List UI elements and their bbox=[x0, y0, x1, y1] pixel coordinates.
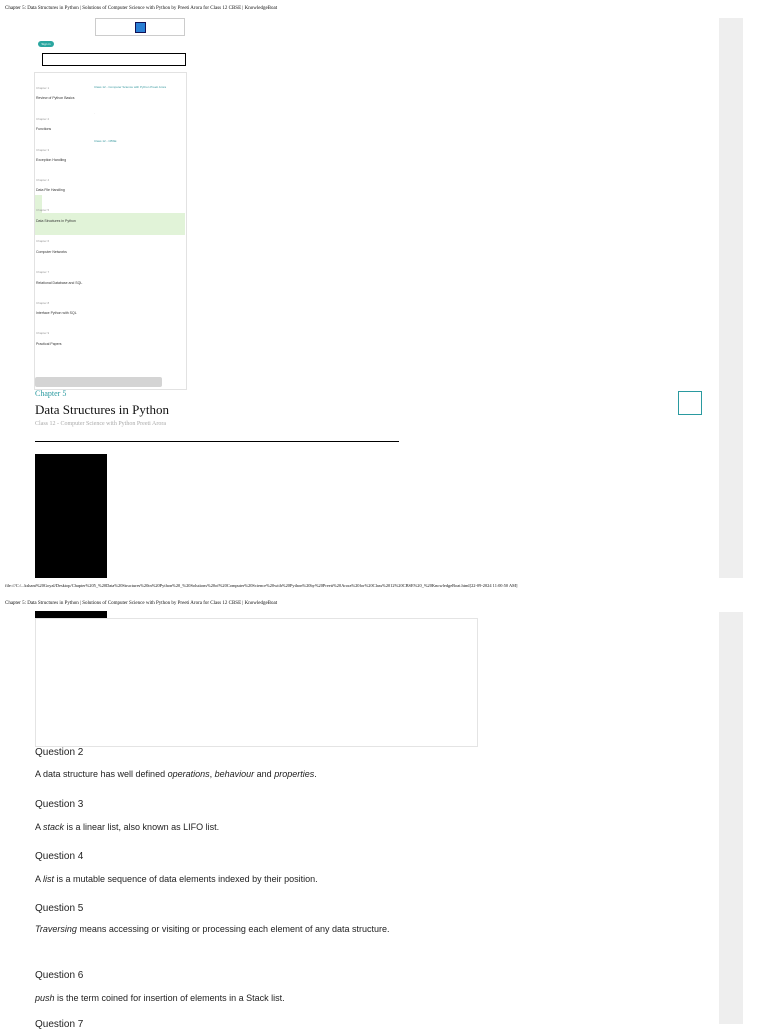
answer-term: behaviour bbox=[214, 769, 255, 779]
question-title: Question 5 bbox=[35, 903, 84, 914]
page-title: Data Structures in Python bbox=[35, 402, 169, 417]
question-title-partial: Question 7 bbox=[35, 1019, 84, 1030]
title-divider bbox=[35, 441, 399, 442]
answer-term: list bbox=[43, 874, 55, 884]
scrollbar-track[interactable] bbox=[719, 18, 743, 578]
answer-text: . bbox=[314, 769, 317, 779]
nav-side-link-1[interactable]: Class 12 - Computer Science with Python Preeti Arora bbox=[94, 85, 167, 89]
answer-text: is a linear list, also known as LIFO list. bbox=[64, 822, 220, 832]
nav-item-review-python[interactable]: Review of Python Basics bbox=[36, 96, 75, 100]
nav-active-highlight bbox=[35, 213, 185, 235]
answer-text: means accessing or visiting or processing each element of any data structure. bbox=[76, 924, 390, 934]
question-title: Question 4 bbox=[35, 851, 84, 862]
bookmark-button[interactable] bbox=[678, 391, 702, 415]
question-title: Question 6 bbox=[35, 970, 84, 981]
answer-text: A bbox=[35, 822, 44, 832]
nav-item-number: Chapter 9 bbox=[36, 331, 50, 335]
chapter-label: Chapter 5 bbox=[35, 389, 67, 398]
signin-button[interactable]: Sign in bbox=[38, 41, 54, 47]
nav-item-data-structures[interactable]: Data Structures in Python bbox=[36, 219, 76, 223]
question-answer bbox=[35, 921, 405, 938]
answer-text: A bbox=[35, 874, 44, 884]
nav-item-sql[interactable]: Relational Database and SQL bbox=[36, 281, 83, 285]
answer-term: stack bbox=[43, 822, 65, 832]
answer-text: and bbox=[254, 769, 275, 779]
answer-term: push bbox=[35, 993, 55, 1003]
nav-item-number: Chapter 3 bbox=[36, 148, 50, 152]
nav-item-number: Chapter 1 bbox=[36, 86, 50, 90]
question-answer bbox=[35, 766, 415, 783]
answer-text: , bbox=[209, 769, 215, 779]
answer-text: is the term coined for insertion of elements in a Stack list. bbox=[54, 993, 285, 1003]
question-answer bbox=[35, 990, 415, 1007]
answer-text: A data structure has well defined bbox=[35, 769, 168, 779]
nav-item-exception[interactable]: Exception Handling bbox=[36, 158, 67, 162]
answer-text: is a mutable sequence of data elements indexed by their position. bbox=[54, 874, 318, 884]
nav-hscroll-thumb[interactable] bbox=[35, 377, 162, 387]
page-subtitle: Class 12 - Computer Science with Python Preeti Arora bbox=[35, 421, 166, 427]
page-header-title: Chapter 5: Data Structures in Python | Solutions of Computer Science with Python by Preeti Arora for Class 12 CBSE | KnowledgeBoat bbox=[5, 601, 278, 606]
nav-side-link-2[interactable]: Class 12 - CBSE bbox=[94, 139, 117, 143]
nav-item-practical[interactable]: Practical Papers bbox=[36, 342, 62, 346]
logo-box bbox=[95, 18, 185, 36]
question-answer bbox=[35, 871, 415, 888]
nav-item-python-sql[interactable]: Interface Python with SQL bbox=[36, 311, 77, 315]
ad-block-continued bbox=[35, 611, 107, 618]
answer-term: operations bbox=[167, 769, 210, 779]
nav-item-number: Chapter 5 bbox=[36, 208, 50, 212]
question-answer bbox=[35, 819, 415, 836]
question-title: Question 2 bbox=[35, 747, 84, 758]
nav-item-functions[interactable]: Functions bbox=[36, 127, 52, 131]
page-header-title: Chapter 5: Data Structures in Python | Solutions of Computer Science with Python by Preeti Arora for Class 12 CBSE | KnowledgeBoat bbox=[5, 6, 278, 11]
nav-item-number: Chapter 2 bbox=[36, 117, 50, 121]
ad-block bbox=[35, 454, 107, 578]
question-title: Question 3 bbox=[35, 799, 84, 810]
footer-file-path: file:///C:/...kshant%20Goyal/Desktop/Chapter%205_%20Data%20Structures%20in%20Python%20_%20Solutions%20of%20Computer%20Science%20with%20Python%20by%20Preeti%20Arora%20for%20Class%2012%20CBSE%20_%20KnowledgeBoat.html[22-09-2024 11:00:50 AM] bbox=[5, 583, 518, 588]
nav-item-file-handling[interactable]: Data File Handling bbox=[36, 188, 65, 192]
answer-term: properties bbox=[274, 769, 315, 779]
nav-side-dot: · bbox=[94, 111, 95, 115]
nav-item-networks[interactable]: Computer Networks bbox=[36, 250, 67, 254]
embedded-frame bbox=[35, 618, 478, 747]
logo-icon bbox=[135, 22, 146, 33]
nav-item-number: Chapter 4 bbox=[36, 178, 50, 182]
nav-item-number: Chapter 8 bbox=[36, 301, 50, 305]
scrollbar-track[interactable] bbox=[719, 612, 743, 1024]
nav-item-number: Chapter 6 bbox=[36, 239, 50, 243]
nav-item-number: Chapter 7 bbox=[36, 270, 50, 274]
answer-term: Traversing bbox=[35, 924, 77, 934]
search-input[interactable] bbox=[42, 53, 186, 66]
